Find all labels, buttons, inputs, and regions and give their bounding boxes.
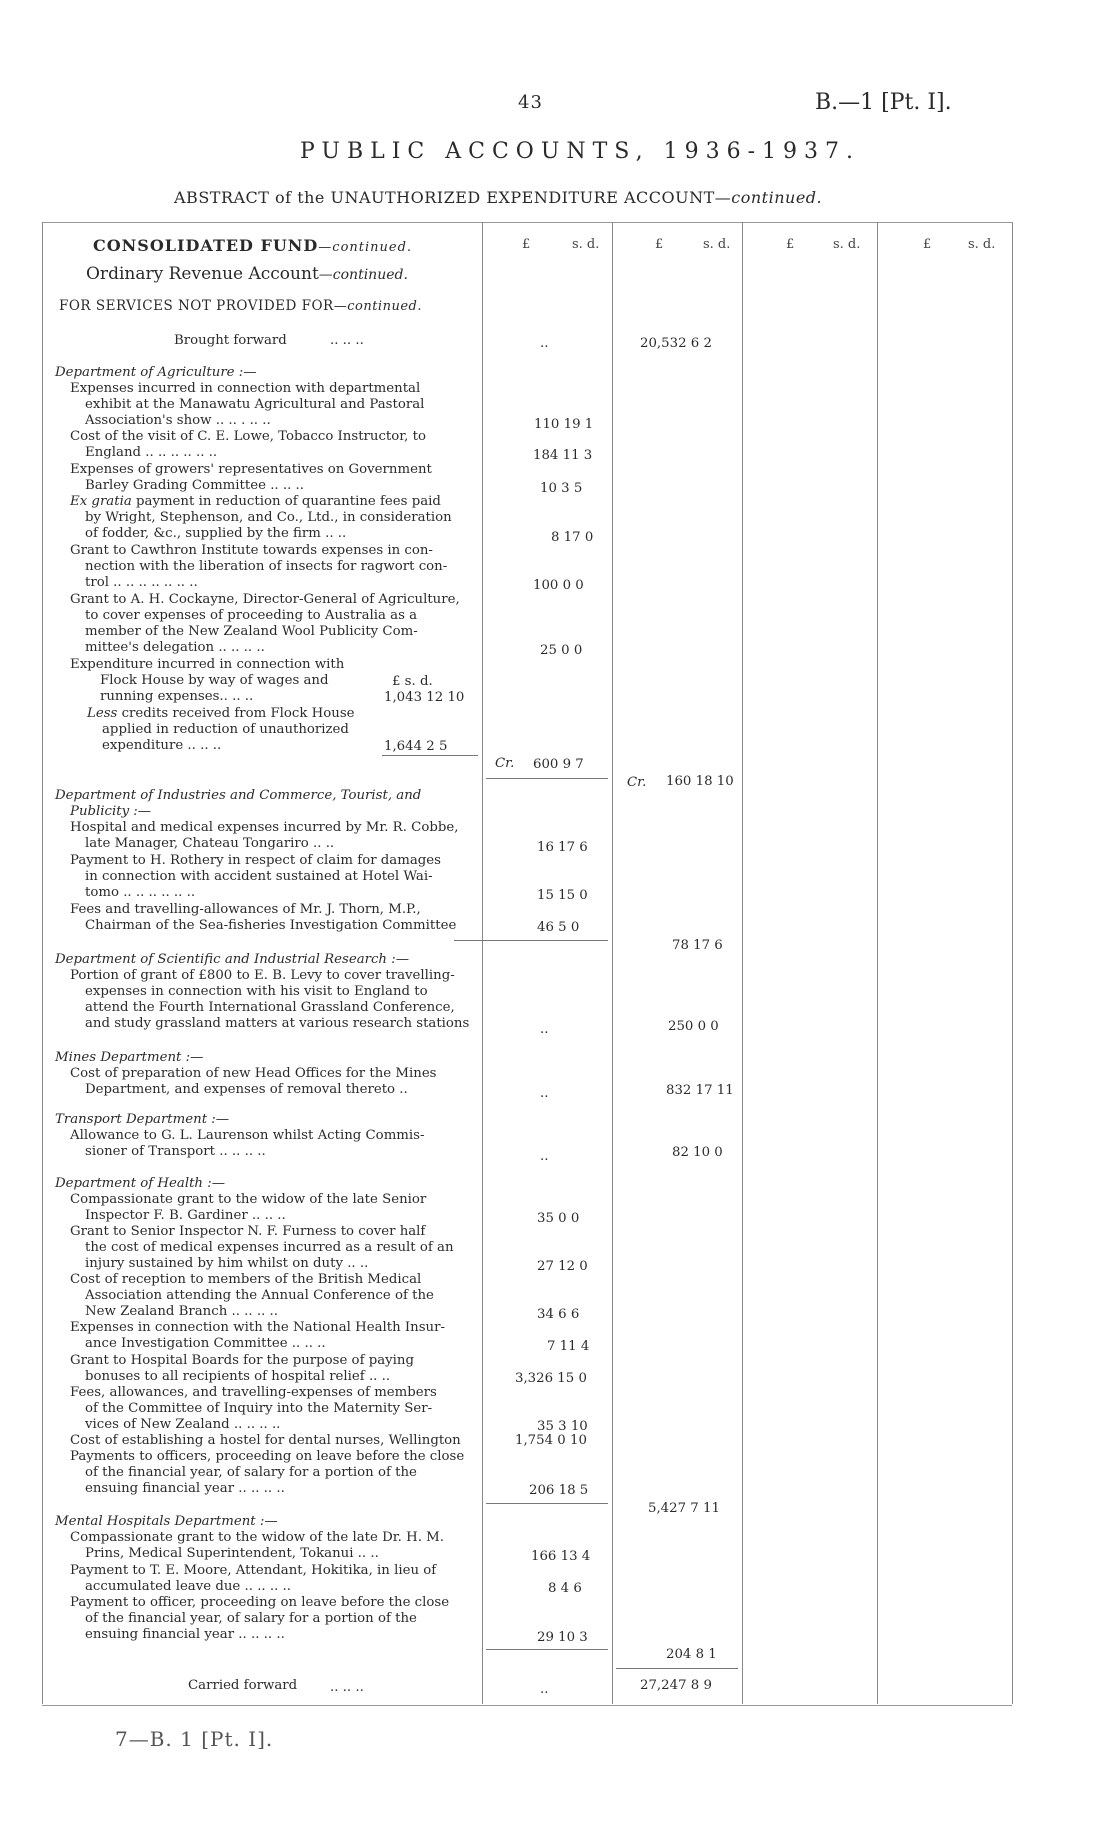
section-heading-agriculture: Department of Agriculture :— [55,365,257,380]
carried-rule [616,1668,738,1669]
sci-item [70,968,469,1032]
currency-header: s. d. [968,237,996,252]
item-line: expenses in connection with his visit to England to [85,984,428,999]
section-heading-scientific: Department of Scientific and Industrial Research :— [55,952,409,967]
item-line: attend the Fourth International Grassland Conference, [85,1000,455,1015]
health-subtotal-rule [486,1503,608,1504]
item-line: Barley Grading Committee .. .. .. [85,478,305,493]
subtitle-main: ABSTRACT of the UNAUTHORIZED EXPENDITURE ACCOUNT— [174,188,732,207]
agri-item-2 [70,429,426,461]
mines-item [70,1066,437,1098]
health-item-1 [70,1192,426,1224]
item-line: member of the New Zealand Wool Publicity Com- [85,624,418,639]
mental-subtotal-rule [486,1649,608,1650]
agri-amount-5: 100 0 0 [533,578,584,593]
flock-inner-wages: 1,043 12 10 [384,690,465,705]
mental-item-3 [70,1595,449,1643]
currency-header: £ [655,237,664,252]
item-line: Payment to officer, proceeding on leave before the close [70,1595,450,1610]
ind-subtotal-rule [454,940,608,941]
column-rule [742,222,743,1704]
item-line: of fodder, &c., supplied by the firm .. .. [85,526,347,541]
health-amount-6: 35 3 10 [537,1419,588,1434]
agri-item-5 [70,543,447,591]
account-title: Ordinary Revenue Account [86,264,319,284]
item-line: Cost of the visit of C. E. Lowe, Tobacco Instructor, to [70,429,426,444]
health-item-7 [70,1433,461,1449]
agri-flock-less [87,706,355,754]
ind-total: 78 17 6 [672,938,723,953]
mines-total: 832 17 11 [666,1083,734,1098]
item-line: Portion of grant of £800 to E. B. Levy to cover travelling- [70,968,455,983]
sci-total: 250 0 0 [668,1019,719,1034]
section-heading-mental: Mental Hospitals Department :— [55,1514,278,1529]
health-amount-5: 3,326 15 0 [515,1371,587,1386]
account-heading [86,264,408,284]
currency-header: s. d. [703,237,731,252]
item-line: Cost of establishing a hostel for dental nurses, Wellington [70,1433,461,1448]
item-line: Department, and expenses of removal thereto .. [85,1082,408,1097]
section-heading-industries [55,788,421,820]
item-line: tomo .. .. .. .. .. .. [85,885,196,900]
services-continued: —continued. [333,299,422,314]
item-line: Grant to A. H. Cockayne, Director-General of Agriculture, [70,592,460,607]
health-item-2 [70,1224,454,1272]
item-line: of the financial year, of salary for a portion of the [85,1465,417,1480]
fund-heading [93,236,412,255]
item-line: Payments to officers, proceeding on leave before the close [70,1449,465,1464]
health-item-3 [70,1272,434,1320]
services-heading [59,298,422,314]
mental-amount-3: 29 10 3 [537,1630,588,1645]
health-amount-2: 27 12 0 [537,1259,588,1274]
item-line: exhibit at the Manawatu Agricultural and Pastoral [85,397,425,412]
sci-col1: .. [540,1022,549,1037]
item-line: of the financial year, of salary for a portion of the [85,1611,417,1626]
agri-amount-4: 8 17 0 [551,530,594,545]
item-line: Grant to Hospital Boards for the purpose of paying [70,1353,414,1368]
flock-rule [382,755,478,756]
ind-item-1 [70,820,458,852]
column-rule [877,222,878,1704]
heading-line: Department of Industries and Commerce, Tourist, and [55,788,422,803]
transport-item [70,1128,424,1160]
account-continued: —continued. [318,267,408,283]
item-line: Cost of reception to members of the British Medical [70,1272,422,1287]
item-line: Allowance to G. L. Laurenson whilst Acting Commis- [70,1128,425,1143]
column-rule [612,222,613,1704]
ind-item-2 [70,853,441,901]
mental-item-1 [70,1530,444,1562]
item-line: running expenses.. .. .. [100,689,254,704]
item-line: Grant to Cawthron Institute towards expenses in con- [70,543,433,558]
mental-total: 204 8 1 [666,1647,717,1662]
item-line: accumulated leave due .. .. .. .. [85,1579,292,1594]
ind-amount-2: 15 15 0 [537,888,588,903]
mental-amount-1: 166 13 4 [531,1549,591,1564]
mental-item-2 [70,1563,436,1595]
health-amount-1: 35 0 0 [537,1211,580,1226]
item-line: Flock House by way of wages and [100,673,329,688]
agri-subtotal-rule [486,778,608,779]
item-line: to cover expenses of proceeding to Australia as a [85,608,418,623]
item-line: ance Investigation Committee .. .. .. [85,1336,326,1351]
item-line: Payment to T. E. Moore, Attendant, Hokitika, in lieu of [70,1563,437,1578]
transport-total: 82 10 0 [672,1145,723,1160]
currency-header: s. d. [572,237,600,252]
item-line: bonuses to all recipients of hospital relief .. .. [85,1369,391,1384]
item-line: ensuing financial year .. .. .. .. [85,1481,285,1496]
currency-header: s. d. [833,237,861,252]
item-line: Ex gratia payment in reduction of quarantine fees paid [70,494,441,509]
health-total: 5,427 7 11 [648,1501,720,1516]
item-line: New Zealand Branch .. .. .. .. [85,1304,278,1319]
page-number: 43 [518,92,543,113]
agri-amount-6: 25 0 0 [540,643,583,658]
fund-title: CONSOLIDATED FUND [93,236,319,255]
item-line: Prins, Medical Superintendent, Tokanui .. .. [85,1546,379,1561]
leaders: .. .. .. [330,333,364,348]
health-item-6 [70,1385,437,1433]
item-line: Expenditure incurred in connection with [70,657,345,672]
item-line: late Manager, Chateau Tongariro .. .. [85,836,335,851]
item-line: trol .. .. .. .. .. .. .. [85,575,198,590]
section-heading-transport: Transport Department :— [55,1112,230,1127]
item-line: Grant to Senior Inspector N. F. Furness to cover half [70,1224,426,1239]
item-line: England .. .. .. .. .. .. [85,445,218,460]
fund-continued: —continued. [318,240,413,255]
currency-header: £ [786,237,795,252]
page-title: PUBLIC ACCOUNTS, 1936-1937. [300,139,860,164]
mines-col1: .. [540,1086,549,1101]
item-line: injury sustained by him whilst on duty .. .. [85,1256,369,1271]
carried-forward-total: 27,247 8 9 [640,1678,712,1693]
item-line: expenditure .. .. .. [102,738,222,753]
section-heading-health: Department of Health :— [55,1176,225,1191]
mental-amount-2: 8 4 6 [548,1581,582,1596]
item-line: Expenses incurred in connection with departmental [70,381,421,396]
item-line: Compassionate grant to the widow of the late Senior [70,1192,427,1207]
agri-flock-item [70,657,344,705]
ind-item-3 [70,902,456,934]
item-line: the cost of medical expenses incurred as a result of an [85,1240,454,1255]
agri-amount-3: 10 3 5 [540,481,583,496]
agri-item-3 [70,462,432,494]
footer-signature: 7—B. 1 [Pt. I]. [115,1727,274,1751]
item-line: Less credits received from Flock House [87,706,355,721]
agri-total-cr: Cr. [627,775,647,790]
ind-amount-1: 16 17 6 [537,840,588,855]
heading-line: Publicity :— [70,804,152,819]
brought-forward-total: 20,532 6 2 [640,336,712,351]
health-amount-3: 34 6 6 [537,1307,580,1322]
subtitle-continued: continued. [731,188,823,207]
agri-item-6 [70,592,460,656]
item-line: ensuing financial year .. .. .. .. [85,1627,285,1642]
item-line: of the Committee of Inquiry into the Maternity Ser- [85,1401,433,1416]
services-title: FOR SERVICES NOT PROVIDED FOR [59,298,334,314]
item-line: nection with the liberation of insects for ragwort con- [85,559,448,574]
agri-amount-1: 110 19 1 [534,417,594,432]
item-line: Hospital and medical expenses incurred by Mr. R. Cobbe, [70,820,459,835]
flock-inner-header: £ s. d. [392,674,433,689]
item-line: Inspector F. B. Gardiner .. .. .. [85,1208,286,1223]
item-line: Cost of preparation of new Head Offices for the Mines [70,1066,437,1081]
leaders: .. .. .. [330,1680,364,1695]
agri-total: 160 18 10 [666,774,734,789]
health-item-5 [70,1353,414,1385]
health-amount-7: 1,754 0 10 [515,1433,587,1448]
column-rule [42,222,43,1704]
item-line: Association's show .. .. . .. .. [85,413,271,428]
flock-inner-credits: 1,644 2 5 [384,739,448,754]
column-rule [482,222,483,1704]
transport-col1: .. [540,1149,549,1164]
flock-cr-amount: 600 9 7 [533,757,584,772]
item-line: Compassionate grant to the widow of the late Dr. H. M. [70,1530,445,1545]
flock-cr-label: Cr. [495,756,515,771]
item-line: Fees, allowances, and travelling-expenses of members [70,1385,437,1400]
document-reference: B.—1 [Pt. I]. [815,90,952,115]
agri-item-4 [70,494,452,542]
page-subtitle [174,188,822,207]
column-rule [1012,222,1013,1704]
item-line: and study grassland matters at various research stations [85,1016,470,1031]
item-line: Payment to H. Rothery in respect of claim for damages [70,853,441,868]
item-line: Expenses in connection with the National Health Insur- [70,1320,445,1335]
currency-header: £ [923,237,932,252]
item-line: Fees and travelling-allowances of Mr. J. Thorn, M.P., [70,902,421,917]
carried-forward-label: Carried forward [188,1678,298,1693]
item-line: Association attending the Annual Conference of the [85,1288,434,1303]
item-line: Chairman of the Sea-fisheries Investigation Committee [85,918,457,933]
health-item-8 [70,1449,464,1497]
agri-amount-2: 184 11 3 [533,448,593,463]
item-line: Expenses of growers' representatives on Government [70,462,432,477]
health-amount-4: 7 11 4 [547,1339,590,1354]
health-item-4 [70,1320,445,1352]
section-heading-mines: Mines Department :— [55,1050,204,1065]
item-line: mittee's delegation .. .. .. .. [85,640,265,655]
item-line: applied in reduction of unauthorized [102,722,349,737]
item-line: sioner of Transport .. .. .. .. [85,1144,266,1159]
brought-forward-label: Brought forward [174,333,287,348]
item-line: by Wright, Stephenson, and Co., Ltd., in consideration [85,510,452,525]
agri-item-1 [70,381,424,429]
carried-forward-col1: .. [540,1682,549,1697]
health-amount-8: 206 18 5 [529,1483,589,1498]
currency-header: £ [522,237,531,252]
item-line: in connection with accident sustained at Hotel Wai- [85,869,433,884]
item-line: vices of New Zealand .. .. .. .. [85,1417,281,1432]
ind-amount-3: 46 5 0 [537,920,580,935]
brought-forward-col1: .. [540,336,549,351]
